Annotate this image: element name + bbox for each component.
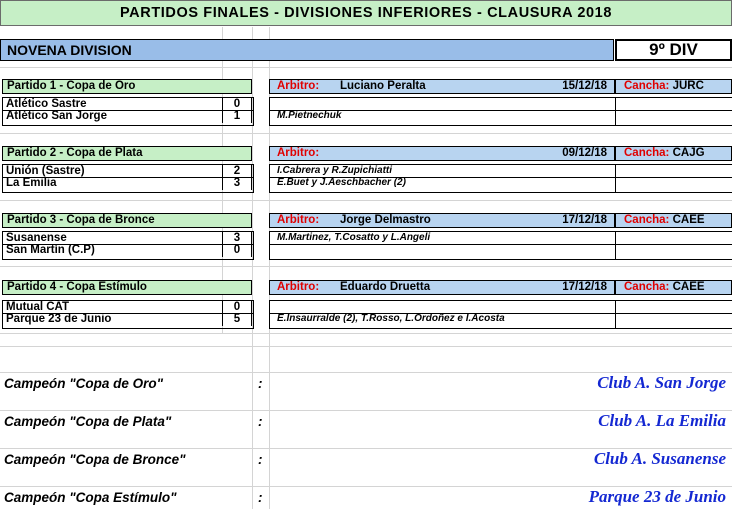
referee-name: Jorge Delmastro xyxy=(340,214,431,226)
field-label: Cancha: xyxy=(624,80,670,92)
referee-label: Arbitro: xyxy=(277,147,320,159)
division-code: 9º DIV xyxy=(615,39,732,61)
champion-label: Campeón "Copa Estímulo" xyxy=(4,490,177,505)
scorers-away: E.Buet y J.Aeschbacher (2) xyxy=(269,177,615,190)
referee-label: Arbitro: xyxy=(277,214,320,226)
champion-winner: Club A. Susanense xyxy=(593,449,726,468)
field-label: Cancha: xyxy=(624,147,670,159)
champion-label: Campeón "Copa de Oro" xyxy=(4,376,164,391)
field-bar xyxy=(615,79,732,94)
scorers-home: I.Cabrera y R.Zupichiatti xyxy=(269,165,615,178)
match-date: 17/12/18 xyxy=(562,281,607,293)
champion-winner: Parque 23 de Junio xyxy=(588,487,726,506)
score-away: 1 xyxy=(222,110,252,123)
referee-name: Eduardo Druetta xyxy=(340,281,431,293)
champion-colon: : xyxy=(258,452,263,467)
champion-colon: : xyxy=(258,490,263,505)
match-title: Partido 4 - Copa Estímulo xyxy=(2,280,252,295)
match-date: 15/12/18 xyxy=(562,80,607,92)
team-home: Unión (Sastre) xyxy=(6,165,85,177)
field-label: Cancha: xyxy=(624,281,670,293)
champion-winner: Club A. San Jorge xyxy=(597,373,726,392)
score-away: 5 xyxy=(222,313,252,326)
team-away: Parque 23 de Junio xyxy=(6,313,112,325)
referee-bar xyxy=(269,79,615,94)
champion-colon: : xyxy=(258,376,263,391)
score-away: 3 xyxy=(222,177,252,190)
referee-label: Arbitro: xyxy=(277,281,320,293)
field-name: CAEE xyxy=(672,281,705,293)
page-title: PARTIDOS FINALES - DIVISIONES INFERIORES - CLAUSURA 2018 xyxy=(0,0,732,26)
scorers-away xyxy=(269,244,615,257)
team-home: Mutual CAT xyxy=(6,301,70,313)
field-label: Cancha: xyxy=(624,214,670,226)
team-away: La Emilia xyxy=(6,177,57,189)
champion-label: Campeón "Copa de Bronce" xyxy=(4,452,186,467)
field-name: JURC xyxy=(672,80,704,92)
referee-name: Luciano Peralta xyxy=(340,80,426,92)
field-name: CAJG xyxy=(672,147,705,159)
score-home: 0 xyxy=(222,98,252,111)
field-bar xyxy=(615,146,732,161)
score-away: 0 xyxy=(222,244,252,257)
field-name: CAEE xyxy=(672,214,705,226)
champion-winner: Club A. La Emilia xyxy=(598,411,726,430)
score-home: 2 xyxy=(222,165,252,178)
scorers-away: E.Insaurralde (2), T.Rosso, L.Ordoñez e I.Acosta xyxy=(269,313,615,326)
champion-colon: : xyxy=(258,414,263,429)
match-date: 17/12/18 xyxy=(562,214,607,226)
division-name: NOVENA DIVISION xyxy=(0,39,614,61)
score-home: 3 xyxy=(222,232,252,245)
team-away: San Martín (C.P) xyxy=(6,244,95,256)
referee-label: Arbitro: xyxy=(277,80,320,92)
team-home: Atlético Sastre xyxy=(6,98,87,110)
match-title: Partido 2 - Copa de Plata xyxy=(2,146,252,161)
match-title: Partido 1 - Copa de Oro xyxy=(2,79,252,94)
referee-bar xyxy=(269,146,615,161)
referee-bar xyxy=(269,213,615,228)
field-bar xyxy=(615,213,732,228)
match-title: Partido 3 - Copa de Bronce xyxy=(2,213,252,228)
score-home: 0 xyxy=(222,301,252,314)
team-away: Atlético San Jorge xyxy=(6,110,107,122)
scorers-away: M.Pietnechuk xyxy=(269,110,615,123)
team-home: Susanense xyxy=(6,232,67,244)
scorers-home: M.Martinez, T.Cosatto y L.Angeli xyxy=(269,232,615,245)
match-date: 09/12/18 xyxy=(562,147,607,159)
referee-bar xyxy=(269,280,615,295)
champion-label: Campeón "Copa de Plata" xyxy=(4,414,172,429)
field-bar xyxy=(615,280,732,295)
